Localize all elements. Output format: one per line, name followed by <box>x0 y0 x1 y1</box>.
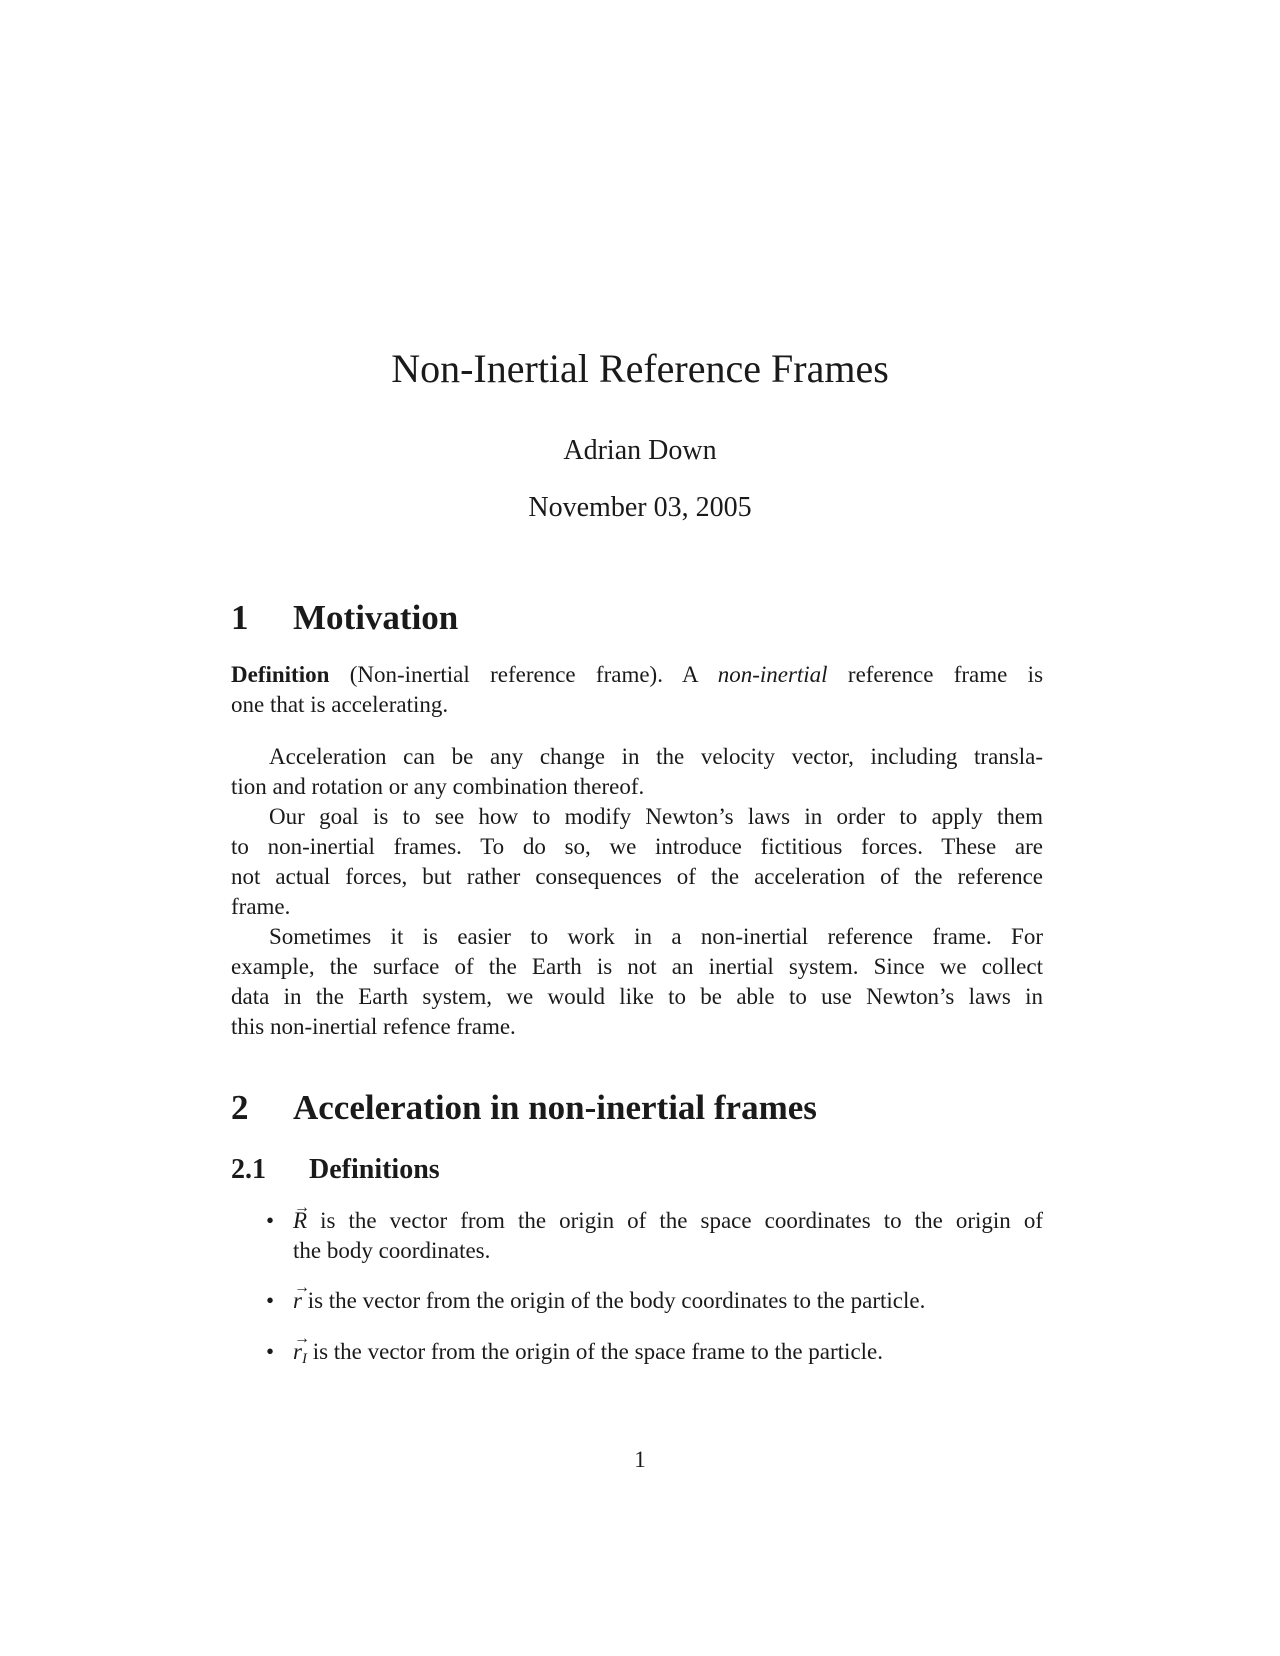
document-date: November 03, 2005 <box>528 492 752 523</box>
paragraph-line: frame. <box>231 894 291 919</box>
paragraph-line: tion and rotation or any combination thereof. <box>231 774 645 799</box>
bullet-line: → R is the vector from the origin of the space coordinates to the origin of <box>293 1206 1043 1236</box>
bullet-line: the body coordinates. <box>293 1238 491 1263</box>
paragraph-line: data in the Earth system, we would like to be able to use Newton’s laws in <box>231 984 1043 1009</box>
bullet-line: → $r_I$ is the vector from the origin of the space frame to the particle. <box>293 1337 1043 1374</box>
paragraph-line: example, the surface of the Earth is not an inertial system. Since we collect <box>231 954 1043 979</box>
paragraph-line: Acceleration can be any change in the velocity vector, including transla- <box>269 744 1043 769</box>
bullet-item-r <box>293 1286 1043 1316</box>
definition-block <box>231 660 1043 720</box>
bullet-marker: • <box>266 1288 275 1313</box>
document-author: Adrian Down <box>563 435 717 466</box>
paragraph-line: not actual forces, but rather consequences of the acceleration of the reference <box>231 864 1043 889</box>
paragraph-earth <box>231 922 1043 1042</box>
definition-term: non-inertial <box>717 662 828 687</box>
paragraph-line: this non-inertial refence frame. <box>231 1014 516 1039</box>
section-heading-motivation <box>231 597 458 639</box>
section-title: Motivation <box>293 598 459 637</box>
bullet-marker: • <box>266 1339 275 1364</box>
definition-label: Definition <box>231 662 330 687</box>
bullet-item-rI <box>293 1337 1043 1374</box>
bullet-line: → r is the vector from the origin of the body coordinates to the particle. <box>293 1286 1043 1316</box>
paragraph-line: to non-inertial frames. To do so, we introduce fictitious forces. These are <box>231 834 1043 859</box>
vector-symbol: → r <box>293 1337 302 1367</box>
vector-symbol: → R <box>293 1206 307 1236</box>
paragraph-goal <box>231 802 1043 922</box>
document-title: Non-Inertial Reference Frames <box>391 346 889 391</box>
section-heading-acceleration <box>231 1087 817 1129</box>
section-number: 1 <box>231 598 249 637</box>
vector-symbol: → r <box>293 1286 302 1316</box>
definition-line-2: one that is accelerating. <box>231 692 449 717</box>
definition-line-1: Definition (Non-inertial reference frame). A non-inertial reference frame is <box>231 662 1044 687</box>
definition-name: (Non-inertial reference frame). <box>349 662 663 687</box>
paragraph-line: Our goal is to see how to modify Newton’s laws in order to apply them <box>269 804 1043 829</box>
section-number: 2 <box>231 1088 249 1127</box>
paragraph-line: Sometimes it is easier to work in a non-inertial reference frame. For <box>269 924 1043 949</box>
page-number: 1 <box>634 1447 646 1472</box>
subsection-title: Definitions <box>309 1154 440 1185</box>
subsection-number: 2.1 <box>231 1154 266 1185</box>
bullet-item-R <box>293 1206 1043 1266</box>
bullet-marker: • <box>266 1208 275 1233</box>
vector-subscript: I <box>301 1351 307 1367</box>
subsection-heading-definitions <box>231 1153 440 1187</box>
paragraph-acceleration <box>231 742 1043 802</box>
section-title: Acceleration in non-inertial frames <box>293 1088 817 1127</box>
